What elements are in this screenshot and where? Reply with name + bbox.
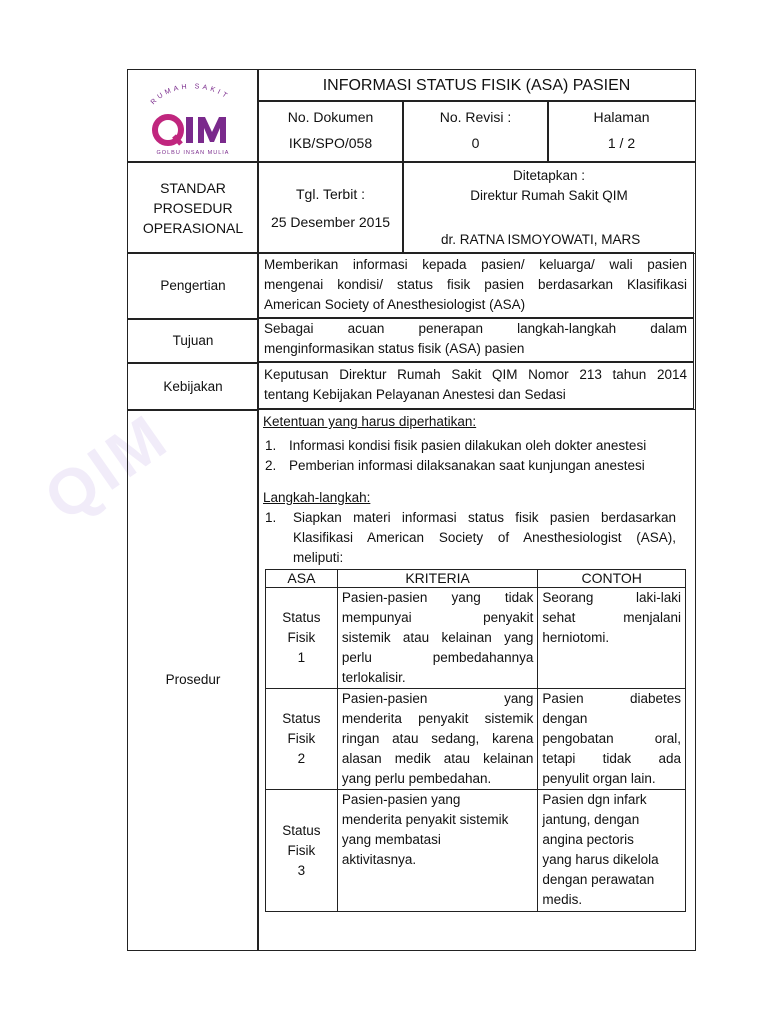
step-1-text — [293, 508, 676, 568]
kriteria-line: aktivitasnya. — [341, 852, 417, 867]
ketentuan-heading: Ketentuan yang harus diperhatikan: — [263, 414, 477, 429]
prosedur-label-cell — [127, 409, 259, 951]
contoh-cell — [538, 689, 686, 790]
watermark: QIM — [31, 399, 182, 535]
pengertian-content-cell — [257, 252, 694, 318]
kriteria-line: terlokalisir. — [341, 670, 406, 685]
asa-table-header — [266, 570, 686, 588]
asa-table — [265, 569, 686, 912]
status-word: Status — [282, 822, 321, 838]
header-asa: ASA — [266, 570, 338, 588]
contoh-line: Pasien dgn infark — [542, 792, 647, 807]
contoh-line: dengan perawatan — [542, 872, 655, 887]
langkah-heading: Langkah-langkah: — [263, 490, 371, 505]
pengertian-line-3: American Society of Anesthesiologist (ASA) — [264, 297, 526, 312]
contoh-line: jantung, dengan — [542, 812, 640, 827]
contoh-line: sehat menjalani — [542, 610, 681, 625]
asa-status-cell — [266, 790, 338, 912]
logo-cell — [127, 69, 259, 163]
asa-table-wrap — [265, 569, 686, 912]
kriteria-line: perlu pembedahannya — [341, 650, 534, 665]
contoh-cell — [538, 790, 686, 912]
revision-cell — [402, 100, 549, 163]
step-1-line-2: Klasifikasi American Society of Anesthesiologist (ASA), — [293, 530, 676, 545]
tujuan-line-1: Sebagai acuan penerapan langkah-langkah dalam — [264, 321, 687, 336]
table-row — [266, 790, 686, 912]
doc-number-value: IKB/SPO/058 — [288, 135, 373, 151]
kriteria-line: ringan atau sedang, karena — [341, 731, 534, 746]
sop-line-2: PROSEDUR — [153, 199, 233, 216]
status-word: Status — [282, 610, 321, 625]
ketentuan-item-text: Informasi kondisi fisik pasien dilakukan oleh dokter anestesi — [289, 438, 647, 453]
ketentuan-item-2 — [265, 456, 685, 476]
kebijakan-line-2: tentang Kebijakan Pelayanan Anestesi dan Sedasi — [264, 387, 566, 402]
contoh-line: penyulit organ lain. — [542, 771, 656, 786]
kriteria-line: yang membatasi — [341, 832, 441, 847]
contoh-line: medis. — [542, 892, 583, 907]
kebijakan-label: Kebijakan — [163, 378, 223, 394]
document-title: INFORMASI STATUS FISIK (ASA) PASIEN — [322, 76, 631, 94]
kebijakan-label-cell — [127, 362, 259, 411]
issue-date-label: Tgl. Terbit : — [296, 185, 365, 202]
sop-line-3: OPERASIONAL — [142, 219, 244, 236]
approval-label: Ditetapkan : — [512, 168, 586, 183]
contoh-line: Pasien diabetes — [542, 691, 681, 706]
contoh-line: dengan — [542, 711, 588, 726]
logo-tagline: GOLBU INSAN MULIA — [156, 150, 230, 156]
hospital-logo — [128, 70, 258, 162]
doc-number-cell — [257, 100, 404, 163]
contoh-line: angina pectoris — [542, 832, 634, 847]
issue-date-value: 25 Desember 2015 — [270, 213, 391, 230]
kriteria-line: Pasien-pasien yang — [341, 691, 534, 706]
contoh-line: Seorang laki-laki — [542, 590, 681, 605]
tujuan-content-cell — [257, 318, 694, 362]
step-1-number: 1. — [265, 510, 277, 525]
approval-by: Direktur Rumah Sakit QIM — [470, 188, 628, 203]
tujuan-label-cell — [127, 318, 259, 364]
ketentuan-item-1 — [265, 436, 685, 456]
page-value: 1 / 2 — [607, 135, 636, 151]
header-contoh: CONTOH — [538, 570, 686, 588]
page-label: Halaman — [593, 109, 650, 125]
asa-status-cell — [266, 588, 338, 689]
step-1-line-1: Siapkan materi informasi status fisik pasien berdasarkan — [293, 510, 676, 525]
page-cell — [547, 100, 696, 163]
ketentuan-list — [265, 436, 685, 476]
pengertian-line-2: mengenai kondisi/ status fisik pasien berdasarkan Klasifikasi — [264, 277, 687, 292]
status-word: Status — [282, 711, 321, 726]
kriteria-cell — [337, 588, 538, 689]
kebijakan-content-cell — [257, 362, 694, 409]
contoh-line: yang harus dikelola — [542, 852, 659, 867]
kebijakan-line-1: Keputusan Direktur Rumah Sakit QIM Nomor 213 tahun 2014 — [264, 367, 687, 382]
sop-line-1: STANDAR — [160, 179, 226, 196]
contoh-line: tetapi tidak ada — [542, 751, 681, 766]
kriteria-cell — [337, 790, 538, 912]
ketentuan-item-number: 1. — [265, 438, 277, 453]
kriteria-line: menderita penyakit sistemik — [341, 711, 534, 726]
contoh-line: herniotomi. — [542, 630, 610, 645]
ketentuan-item-text: Pemberian informasi dilaksanakan saat kunjungan anestesi — [289, 458, 645, 473]
ketentuan-item-number: 2. — [265, 458, 277, 473]
table-row — [266, 588, 686, 689]
kriteria-cell — [337, 689, 538, 790]
kriteria-line: sistemik atau kelainan yang — [341, 630, 534, 645]
kriteria-line: alasan medik atau kelainan — [341, 751, 534, 766]
kriteria-line: Pasien-pasien yang tidak — [341, 590, 534, 605]
kriteria-line: menderita penyakit sistemik — [341, 812, 509, 827]
revision-label: No. Revisi : — [439, 109, 512, 125]
approver-name: dr. RATNA ISMOYOWATI, MARS — [441, 232, 641, 247]
status-number: 2 — [297, 751, 306, 766]
doc-number-label: No. Dokumen — [287, 109, 374, 125]
logo-arc-text: RUMAH SAKIT — [149, 83, 231, 107]
svg-text:RUMAH SAKIT — [150, 83, 231, 106]
pengertian-label: Pengertian — [160, 278, 226, 293]
kriteria-line: Pasien-pasien yang — [341, 792, 461, 807]
status-number: 1 — [297, 650, 306, 665]
status-number: 3 — [297, 862, 306, 878]
prosedur-label: Prosedur — [165, 672, 221, 687]
issue-date-cell — [257, 161, 404, 254]
status-fisik: Fisik — [287, 842, 316, 858]
pengertian-line-1: Memberikan informasi kepada pasien/ keluarga/ wali pasien — [264, 257, 687, 272]
asa-status-cell — [266, 689, 338, 790]
step-1-line-3: meliputi: — [293, 550, 344, 565]
tujuan-label: Tujuan — [172, 333, 214, 348]
table-row — [266, 689, 686, 790]
sop-cell — [127, 161, 259, 254]
title-cell — [257, 69, 696, 102]
tujuan-line-2: menginformasikan status fisik (ASA) pasien — [264, 341, 525, 356]
revision-value: 0 — [471, 135, 480, 151]
status-fisik: Fisik — [287, 630, 316, 645]
contoh-cell — [538, 588, 686, 689]
contoh-line: pengobatan oral, — [542, 731, 681, 746]
status-fisik: Fisik — [287, 731, 316, 746]
kriteria-line: yang perlu pembedahan. — [341, 771, 492, 786]
header-kriteria: KRITERIA — [337, 570, 538, 588]
kriteria-line: mempunyai penyakit — [341, 610, 534, 625]
approval-cell — [402, 161, 696, 254]
pengertian-label-cell — [127, 252, 259, 320]
